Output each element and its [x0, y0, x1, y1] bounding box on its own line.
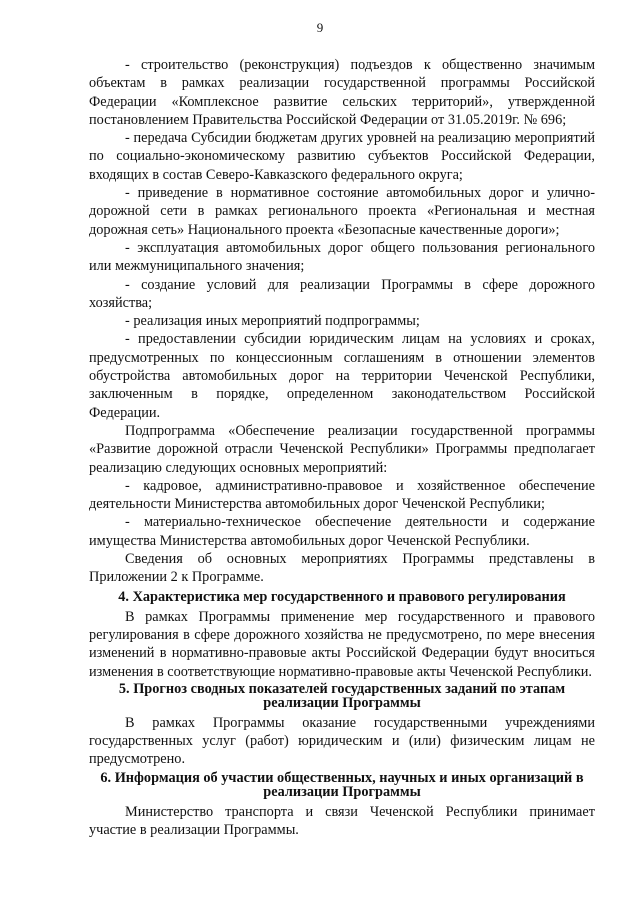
paragraph: - кадровое, административно-правовое и хозяйственное обеспечение деятельности Министерства автомобильных дорог Чеченской Республики;	[89, 477, 595, 513]
paragraph: В рамках Программы применение мер государственного и правового регулирования в сфере дорожного хозяйства не предусмотрено, по мере внесения изменений в нормативно-правовые акты Российской Федерации будут вноситься изменения в соответствующие нормативно-правовые акты Чеченской Республики.	[89, 608, 595, 680]
paragraph: В рамках Программы оказание государственными учреждениями государственных услуг (работ) юридическим и (или) физическим лицам не предусмотрено.	[89, 714, 595, 768]
paragraph: - эксплуатация автомобильных дорог общего пользования регионального или межмуниципального значения;	[89, 239, 595, 275]
paragraph: - создание условий для реализации Программы в сфере дорожного хозяйства;	[89, 276, 595, 311]
section-heading: 4. Характеристика мер государственного и правового регулирования	[118, 588, 566, 605]
paragraph: Министерство транспорта и связи Чеченской Республики принимает участие в реализации Программы.	[89, 803, 595, 838]
section-heading: 5. Прогноз сводных показателей государственных заданий по этапам реализации Программы	[118, 680, 566, 711]
document-body	[89, 56, 595, 839]
paragraph: Подпрограмма «Обеспечение реализации государственной программы «Развитие дорожной отрасли Чеченской Республики» Программы предполагает реализацию следующих основных мероприятий:	[89, 422, 595, 476]
paragraph: Сведения об основных мероприятиях Программы представлены в Приложении 2 к Программе.	[89, 551, 595, 586]
paragraph: - материально-техническое обеспечение деятельности и содержание имущества Министерства автомобильных дорог Чеченской Республики.	[89, 514, 595, 549]
paragraph: - предоставлении субсидии юридическим лицам на условиях и сроках, предусмотренных по концессионным соглашениям в отношении элементов обустройства автомобильных дорог на территории Чеченской Республики, заключенным в порядке, определенном законодательством Российской Федерации.	[89, 331, 595, 421]
paragraph: - строительство (реконструкция) подъездов к общественно значимым объектам в рамках реализации государственной программы Российской Федерации «Комплексное развитие сельских территорий», утвержденной постановлением Правительства Российской Федерации от 31.05.2019г. № 696;	[89, 57, 595, 128]
paragraph: - приведение в нормативное состояние автомобильных дорог и улично-дорожной сети в рамках регионального проекта «Региональная и местная дорожная сеть» Национального проекта «Безопасные качественные дороги»;	[89, 185, 595, 238]
paragraph: - реализация иных мероприятий подпрограммы;	[125, 313, 420, 330]
paragraph: - передача Субсидии бюджетам других уровней на реализацию мероприятий по социально-экономическому развитию субъектов Российской Федерации, входящих в состав Северо-Кавказского федерального округа;	[89, 130, 595, 183]
section-heading: 6. Информация об участии общественных, научных и иных организаций в реализации Программы	[100, 769, 584, 800]
page-number: 9	[316, 20, 324, 35]
